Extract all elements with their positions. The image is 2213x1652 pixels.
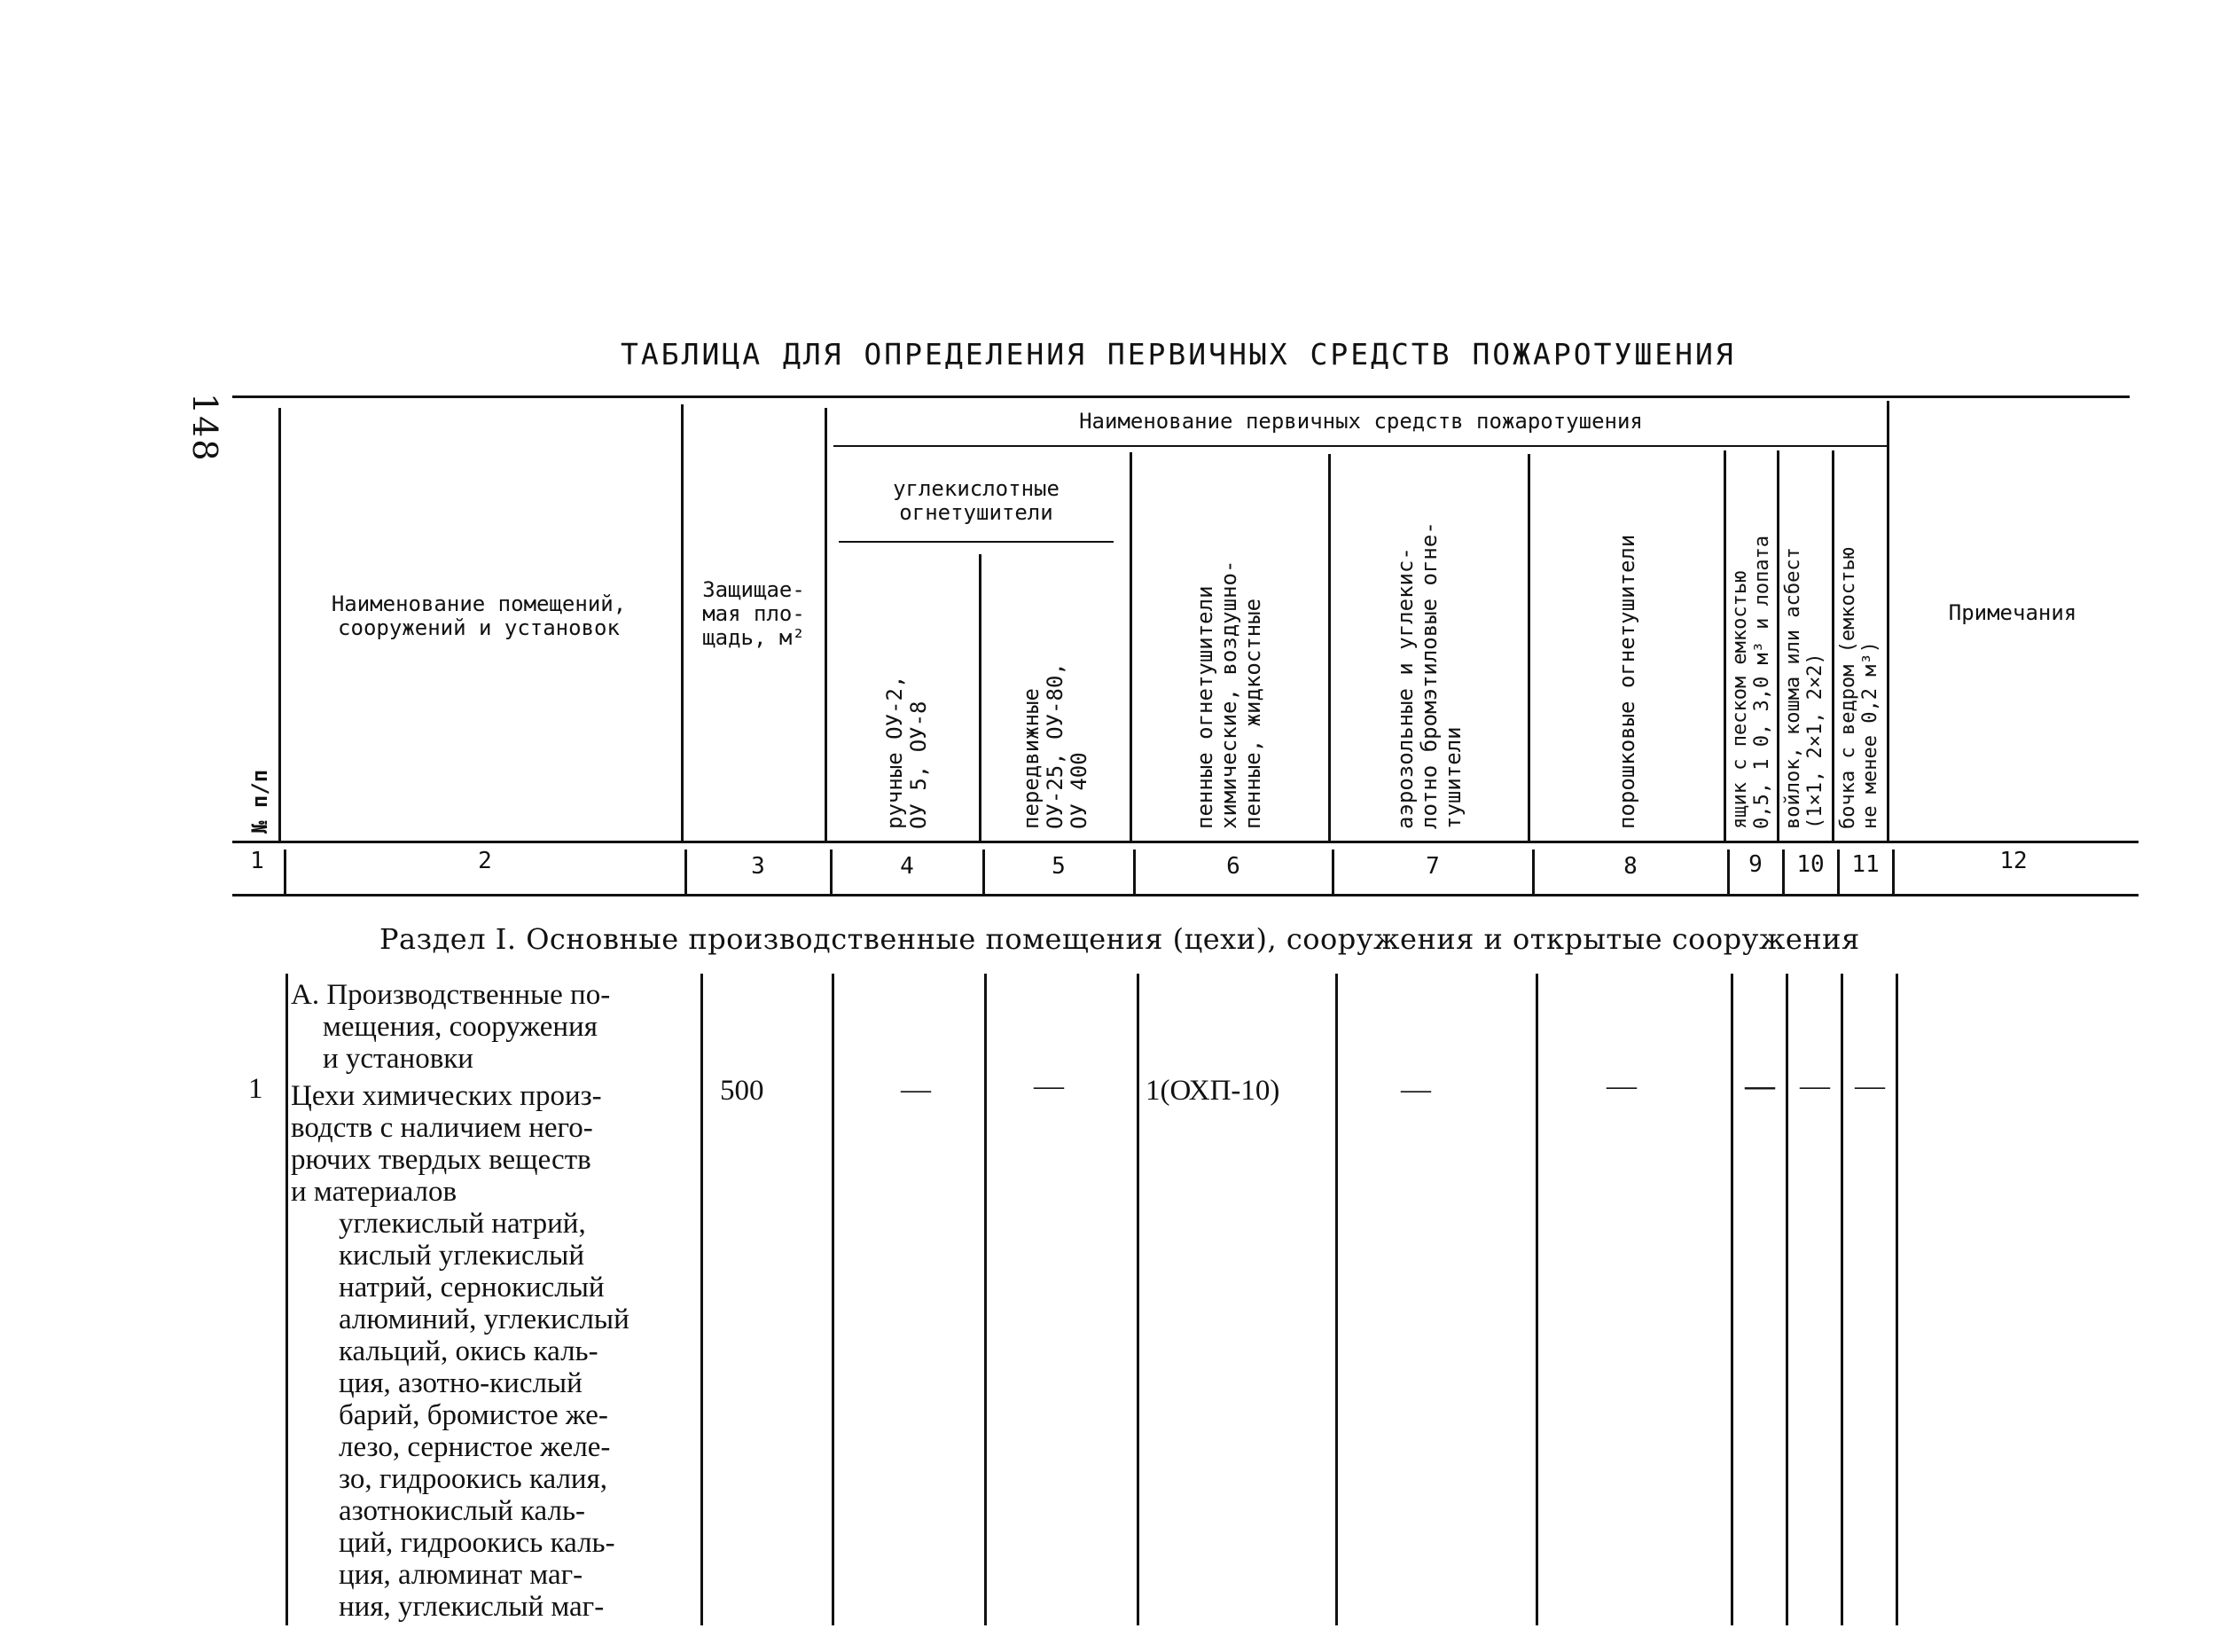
col-number-6: 6 — [1226, 853, 1240, 880]
col-number-12: 12 — [1999, 848, 2028, 874]
col-number-1: 1 — [250, 848, 264, 874]
col-number-2: 2 — [478, 848, 492, 874]
row-c11: — — [1855, 1069, 1885, 1102]
row-number: 1 — [248, 1073, 263, 1105]
vline-b9 — [1786, 974, 1788, 1625]
vline-h3 — [825, 408, 827, 841]
row-c10: — — [1800, 1069, 1830, 1102]
rule-numbers-bottom — [232, 894, 2139, 896]
rule-header-bottom — [232, 841, 2139, 843]
header-col5: передвижные ОУ-25, ОУ-80, ОУ 400 — [1019, 662, 1091, 829]
row-c9: — — [1745, 1069, 1775, 1102]
row-c7: — — [1401, 1073, 1431, 1106]
rule-group — [833, 445, 1888, 447]
vline-h1 — [278, 408, 281, 841]
vline-h4 — [979, 554, 981, 841]
header-col7: аэрозольные и углекис- лотно бромэтиловые огне- тушители — [1393, 521, 1466, 829]
vline-b6 — [1335, 974, 1338, 1625]
vline-b10 — [1841, 974, 1843, 1625]
header-col8: порошковые огнетушители — [1615, 534, 1639, 829]
header-col6: пенные огнетушители химические, воздушно- пенные, жидкостные — [1193, 560, 1265, 829]
vline-b1 — [285, 974, 288, 1625]
vline-h11 — [1887, 401, 1889, 841]
section-heading: Раздел I. Основные производственные помещения (цехи), сооружения и открытые сооружения — [379, 922, 1860, 956]
vline-h7 — [1528, 454, 1530, 841]
header-group: Наименование первичных средств пожаротушения — [1079, 409, 1643, 434]
header-col12: Примечания — [1948, 600, 2077, 625]
col-number-10: 10 — [1796, 851, 1825, 878]
table-title: ТАБЛИЦА ДЛЯ ОПРЕДЕЛЕНИЯ ПЕРВИЧНЫХ СРЕДСТВ ПОЖАРОТУШЕНИЯ — [621, 337, 1736, 372]
vline-h6 — [1328, 454, 1331, 841]
vline-h2 — [681, 404, 684, 841]
subsection-heading: А. Производственные по- мещения, сооружения и установки — [291, 979, 611, 1075]
row-c6: 1(ОХП-10) — [1146, 1075, 1280, 1107]
vline-h5 — [1130, 452, 1132, 841]
header-col10: войлок, кошма или асбест (1×1, 2×1, 2×2) — [1782, 547, 1826, 829]
header-col4: ручные ОУ-2, ОУ 5, ОУ-8 — [882, 675, 931, 829]
row-materials: углекислый натрий, кислый углекислый натрий, сернокислый алюминий, углекислый кальций, окись каль- ция, азотно-кислый барий, бромистое же- лезо, сернистое желе- зо, гидроокись калия, азотнокислый каль- ций, гидроокись каль- ция, алюминат маг- ния, углекислый маг- — [339, 1208, 629, 1623]
row-name: Цехи химических произ- водств с наличием него- рючих твердых веществ и материалов — [291, 1080, 602, 1208]
header-subgroup: углекислотные огнетушители — [893, 476, 1060, 525]
row-c4: — — [901, 1073, 931, 1106]
col-number-5: 5 — [1052, 853, 1066, 880]
page-number: 148 — [185, 393, 224, 463]
rule-top — [232, 395, 2130, 398]
vline-h10 — [1832, 450, 1834, 841]
col-number-7: 7 — [1426, 853, 1440, 880]
header-col9: ящик с песком емкостью 0,5, 1 0, 3,0 м³ и лопата — [1729, 535, 1773, 829]
vline-h8 — [1724, 450, 1726, 841]
vline-b7 — [1536, 974, 1538, 1625]
vline-b2 — [700, 974, 703, 1625]
vline-b3 — [832, 974, 834, 1625]
row-c8: — — [1607, 1069, 1637, 1102]
vline-b5 — [1137, 974, 1139, 1625]
vline-b4 — [984, 974, 987, 1625]
row-area: 500 — [720, 1075, 764, 1107]
header-col-area: Защищае- мая пло- щадь, м² — [702, 577, 805, 650]
col-number-3: 3 — [751, 853, 765, 880]
vline-b11 — [1896, 974, 1898, 1625]
header-col11: бочка с ведром (емкостью не менее 0,2 м³) — [1837, 547, 1881, 829]
row-c5: — — [1034, 1069, 1064, 1102]
col-number-4: 4 — [900, 853, 914, 880]
vline-h9 — [1777, 450, 1779, 841]
header-col-number: № п/п — [247, 769, 272, 834]
vline-b8 — [1731, 974, 1733, 1625]
rule-subgroup — [839, 541, 1114, 543]
col-number-9: 9 — [1748, 851, 1763, 878]
col-number-11: 11 — [1851, 851, 1880, 878]
col-number-8: 8 — [1623, 853, 1638, 880]
header-col-name: Наименование помещений, сооружений и установок — [331, 591, 627, 640]
